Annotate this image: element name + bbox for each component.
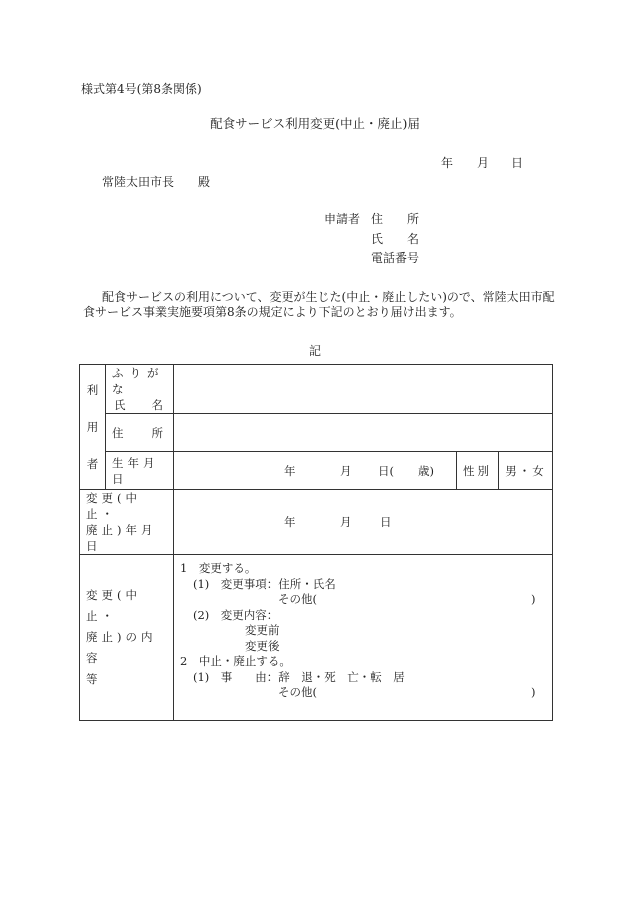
birthdate-label-cell [106,452,174,490]
item-1-1-other: その他( [278,592,317,606]
name-label-cell [106,365,174,414]
change-date-label-cell [80,490,174,555]
user-char-1: 利 [86,383,99,397]
item-2-1-other: その他( [278,685,317,699]
address-value-cell[interactable] [174,414,553,452]
content-label-3: 等 [86,672,98,686]
item-1-2-before: 変更前 [245,623,280,637]
birth-month-label: 月 [340,463,352,478]
item-1: 1 変更する。 [180,561,257,575]
application-table [79,364,553,721]
content-label-1: 変更(中止・ [86,588,141,623]
change-date-value-cell[interactable] [174,490,553,555]
sex-options: 男・女 [505,463,546,478]
address-label: 住 所 [112,425,163,440]
content-label-2: 廃止)の内容 [86,630,157,665]
applicant-label: 申請者 [324,212,361,226]
birthdate-label: 生年月日 [112,455,159,486]
sex-label: 性別 [463,463,492,478]
item-2-1: (1) 事 由：辞 退・死 亡・転 居 [193,669,405,684]
record-mark: 記 [308,344,321,358]
document-title: 配食サービス利用変更(中止・廃止)届 [210,116,420,131]
furigana-label: ふりがな [112,366,165,396]
name-value-cell[interactable] [174,365,553,414]
applicant-address-label: 住 所 [371,212,420,226]
name-label: 氏 名 [114,398,163,412]
change-date-label-1: 変更(中止・ [86,491,141,521]
item-1-2: (2) 変更内容： [193,607,279,622]
sex-label-cell [457,452,499,490]
user-label-cell [80,365,106,490]
item-1-2-after: 変更後 [245,638,280,653]
item-1-1: (1) 変更事項：住所・氏名 [193,576,336,591]
change-year-label: 年 [284,515,296,529]
item-2-1-other-close: ) [531,685,536,699]
user-char-3: 者 [86,457,99,471]
user-char-2: 用 [86,420,99,434]
date-day-label: 日 [511,156,524,170]
item-2: 2 中止・廃止する。 [180,654,291,668]
applicant-phone-label: 電話番号 [371,251,420,265]
sex-options-cell[interactable] [499,452,553,490]
applicant-name-label: 氏 名 [371,232,420,246]
date-year-label: 年 [441,156,454,170]
birth-day-label: 日( [378,463,394,478]
change-day-label: 日 [380,515,392,529]
change-content-label-cell [80,555,174,721]
body-text-line-1: 配食サービスの利用について、変更が生じた(中止・廃止したい)ので、常陸太田市配 [102,290,555,304]
change-date-label-2: 廃止)年月日 [86,523,157,553]
body-text-line-2: 食サービス事業実施要項第8条の規定により下記のとおり届け出ます。 [83,305,462,319]
address-label-cell [106,414,174,452]
addressee: 常陸太田市長 殿 [102,175,211,189]
change-month-label: 月 [340,515,352,529]
item-1-1-other-close: ) [531,592,536,606]
change-content-value-cell[interactable] [174,555,553,721]
birth-year-label: 年 [284,463,296,478]
form-number: 様式第4号(第8条関係) [81,82,202,96]
birthdate-value-cell[interactable] [174,452,457,490]
date-month-label: 月 [477,156,490,170]
birth-age-label: 歳) [418,463,434,478]
